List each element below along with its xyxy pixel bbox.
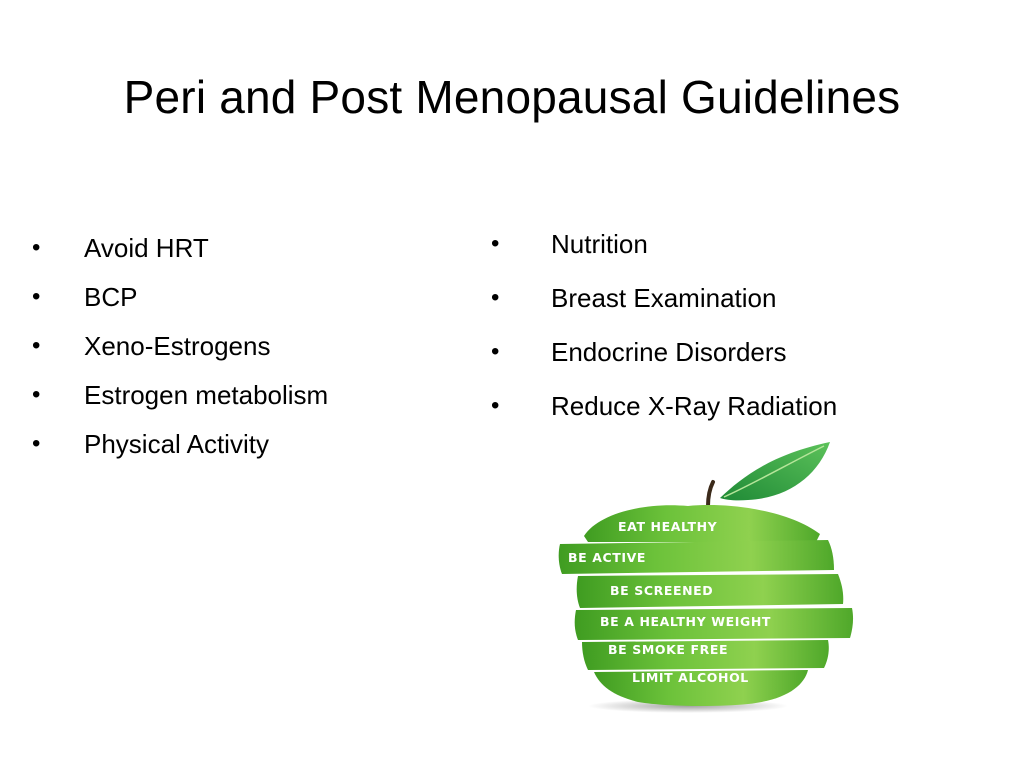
list-item-text: Avoid HRT [84, 233, 209, 263]
list-item [30, 228, 328, 277]
list-item-text: Nutrition [551, 229, 648, 259]
list-item-text: Breast Examination [551, 283, 777, 313]
list-item [30, 326, 328, 375]
bullet-icon: • [32, 283, 41, 310]
list-item [30, 375, 328, 424]
slice-label: EAT HEALTHY [618, 519, 718, 534]
list-item [489, 332, 837, 386]
right-bullet-list [489, 224, 837, 440]
slide-title: Peri and Post Menopausal Guidelines [123, 71, 901, 123]
bullet-icon: • [32, 234, 41, 261]
list-item [30, 277, 328, 326]
list-item [489, 278, 837, 332]
bullet-icon: • [491, 230, 500, 257]
list-item-text: BCP [84, 282, 138, 312]
apple-stem [708, 482, 713, 506]
list-item [489, 224, 837, 278]
slice-label: BE SMOKE FREE [608, 642, 729, 657]
bullet-icon: • [32, 430, 41, 457]
bullet-icon: • [491, 284, 500, 311]
slice-label: LIMIT ALCOHOL [632, 670, 749, 685]
bullet-icon: • [32, 381, 41, 408]
list-item [489, 386, 837, 440]
list-item-text: Estrogen metabolism [84, 380, 329, 410]
left-bullet-list [30, 228, 328, 473]
bullet-icon: • [32, 332, 41, 359]
list-item-text: Reduce X-Ray Radiation [551, 391, 838, 421]
list-item-text: Physical Activity [84, 429, 269, 459]
apple-illustration [548, 436, 860, 718]
list-item [30, 424, 328, 473]
sliced-apple-image [548, 436, 860, 718]
slice-label: BE A HEALTHY WEIGHT [600, 614, 772, 629]
slice-label: BE ACTIVE [568, 550, 647, 565]
slice-label: BE SCREENED [610, 583, 714, 598]
bullet-icon: • [491, 392, 500, 419]
list-item-text: Endocrine Disorders [551, 337, 787, 367]
bullet-icon: • [491, 338, 500, 365]
list-item-text: Xeno-Estrogens [84, 331, 271, 361]
